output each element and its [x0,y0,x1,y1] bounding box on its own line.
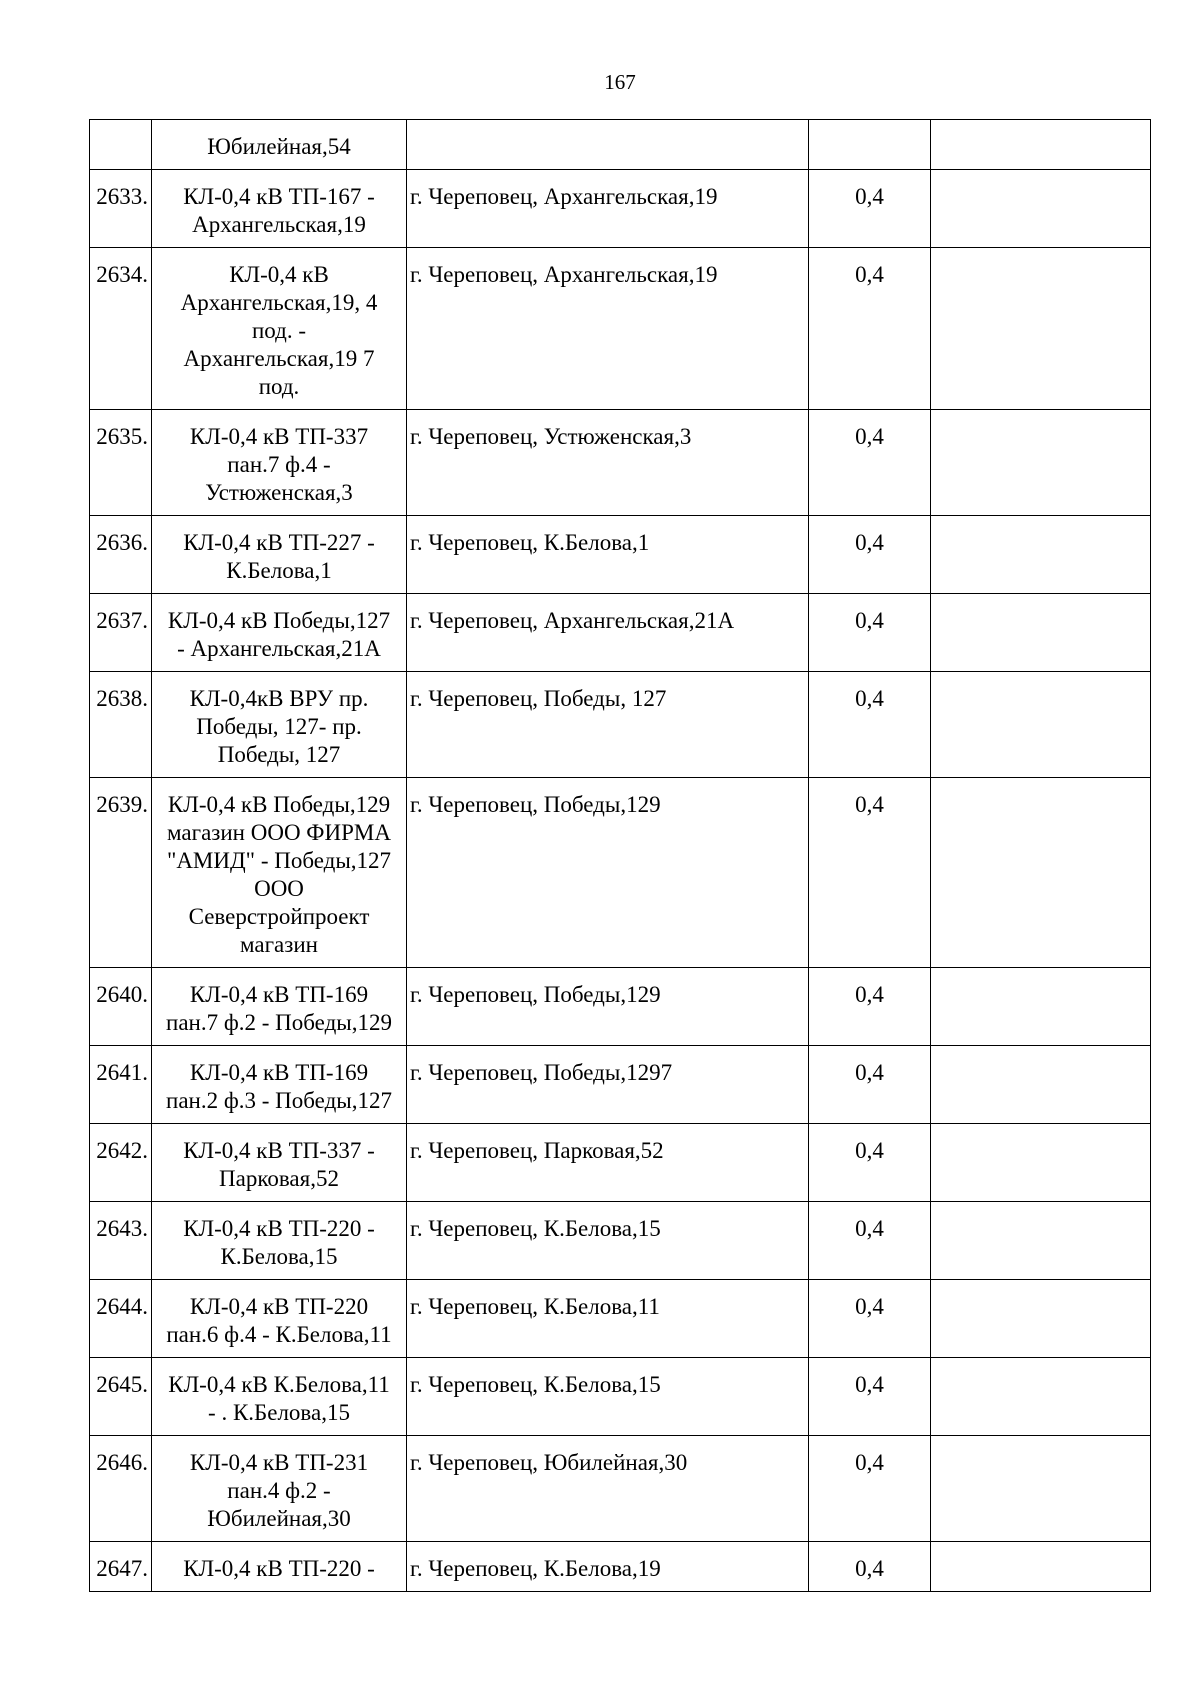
table-row [90,120,1151,170]
extra-cell [931,170,1151,248]
voltage-cell: 0,4 [809,594,931,672]
line-name-text: под. [258,374,300,399]
voltage-cell: 0,4 [809,516,931,594]
voltage-cell: 0,4 [809,410,931,516]
table-row [90,968,1151,1046]
line-name-text: - Архангельская,21А [177,636,381,661]
extra-cell [931,1046,1151,1124]
row-number-cell: 2636. [90,516,152,594]
address-cell: г. Череповец, Юбилейная,30 [407,1436,809,1542]
extra-cell [931,672,1151,778]
row-number-cell: 2639. [90,778,152,968]
extra-cell [931,1358,1151,1436]
line-name-cell [152,410,407,516]
line-name-text: - . К.Белова,15 [208,1400,350,1425]
row-number-cell: 2645. [90,1358,152,1436]
extra-cell [931,594,1151,672]
table-row [90,1542,1151,1592]
row-number-cell: 2633. [90,170,152,248]
line-name-text: КЛ-0,4 кВ ТП-337 - [183,1138,375,1163]
table-row [90,516,1151,594]
line-name-text: Победы, 127 [217,742,341,767]
line-name-cell [152,778,407,968]
address-cell: г. Череповец, Победы, 127 [407,672,809,778]
line-name-cell [152,1542,407,1592]
table-row [90,778,1151,968]
line-name-cell [152,1358,407,1436]
line-name-text: Победы, 127- пр. [196,714,362,739]
line-name-text: Архангельская,19 [192,212,366,237]
voltage-cell: 0,4 [809,1202,931,1280]
table-row [90,1358,1151,1436]
line-name-text: "АМИД" - Победы,127 [166,848,392,873]
row-number-cell [90,120,152,170]
line-name-cell [152,594,407,672]
extra-cell [931,1542,1151,1592]
extra-cell [931,968,1151,1046]
line-name-cell [152,120,407,170]
voltage-cell [809,120,931,170]
row-number-cell: 2646. [90,1436,152,1542]
row-number-cell: 2640. [90,968,152,1046]
row-number-cell: 2635. [90,410,152,516]
extra-cell [931,1280,1151,1358]
page-number: 167 [604,70,636,94]
line-name-cell [152,672,407,778]
voltage-cell: 0,4 [809,778,931,968]
line-name-text: К.Белова,15 [220,1244,338,1269]
line-name-cell [152,1124,407,1202]
line-name-text: КЛ-0,4 кВ Победы,127 [167,608,391,633]
table-row [90,410,1151,516]
address-cell: г. Череповец, К.Белова,15 [407,1202,809,1280]
voltage-cell: 0,4 [809,248,931,410]
line-name-text: пан.2 ф.3 - Победы,127 [166,1088,392,1113]
extra-cell [931,1202,1151,1280]
voltage-cell: 0,4 [809,672,931,778]
table-row [90,1202,1151,1280]
address-cell: г. Череповец, Архангельская,21А [407,594,809,672]
address-cell: г. Череповец, Победы,1297 [407,1046,809,1124]
row-number-cell: 2638. [90,672,152,778]
line-name-text: под. - [251,318,306,343]
line-name-cell [152,1046,407,1124]
line-name-cell [152,170,407,248]
row-number-cell: 2644. [90,1280,152,1358]
line-name-text: Юбилейная,30 [207,1506,351,1531]
line-name-text: Юбилейная,54 [207,134,351,159]
extra-cell [931,248,1151,410]
address-cell [407,120,809,170]
line-name-text: Архангельская,19 7 [183,346,375,371]
line-name-text: Северстройпроект [188,904,370,929]
line-name-text: Парковая,52 [219,1166,339,1191]
line-name-cell [152,968,407,1046]
line-name-cell [152,248,407,410]
line-name-text: КЛ-0,4 кВ ТП-220 - [183,1556,375,1581]
row-number-cell: 2643. [90,1202,152,1280]
extra-cell [931,1436,1151,1542]
extra-cell [931,410,1151,516]
line-name-text: КЛ-0,4 кВ ТП-220 - [183,1216,375,1241]
voltage-cell: 0,4 [809,1124,931,1202]
line-name-text: КЛ-0,4кВ ВРУ пр. [189,686,369,711]
table-row [90,672,1151,778]
row-number-cell: 2641. [90,1046,152,1124]
table-row [90,170,1151,248]
address-cell: г. Череповец, Победы,129 [407,968,809,1046]
line-name-cell [152,1436,407,1542]
line-name-text: пан.4 ф.2 - [227,1478,331,1503]
address-cell: г. Череповец, К.Белова,19 [407,1542,809,1592]
table-row [90,1124,1151,1202]
table-row [90,594,1151,672]
line-name-text: магазин ООО ФИРМА [167,820,391,845]
line-name-text: ООО [254,876,304,901]
line-name-text: Архангельская,19, 4 [180,290,378,315]
address-cell: г. Череповец, Архангельская,19 [407,170,809,248]
voltage-cell: 0,4 [809,1542,931,1592]
voltage-cell: 0,4 [809,1280,931,1358]
voltage-cell: 0,4 [809,1358,931,1436]
address-cell: г. Череповец, Победы,129 [407,778,809,968]
line-name-text: КЛ-0,4 кВ ТП-231 [189,1450,369,1475]
row-number-cell: 2634. [90,248,152,410]
extra-cell [931,516,1151,594]
table-row [90,1436,1151,1542]
line-name-text: КЛ-0,4 кВ ТП-227 - [183,530,375,555]
line-name-text: КЛ-0,4 кВ ТП-167 - [183,184,375,209]
line-name-text: КЛ-0,4 кВ ТП-220 [189,1294,369,1319]
line-name-text: пан.7 ф.4 - [227,452,331,477]
cable-lines-table [89,119,1151,1592]
line-name-text: КЛ-0,4 кВ ТП-169 [189,982,369,1007]
row-number-cell: 2642. [90,1124,152,1202]
table-body [90,120,1151,1592]
extra-cell [931,1124,1151,1202]
line-name-cell [152,1202,407,1280]
line-name-text: магазин [240,932,318,957]
voltage-cell: 0,4 [809,1046,931,1124]
row-number-cell: 2647. [90,1542,152,1592]
line-name-text: пан.7 ф.2 - Победы,129 [166,1010,392,1035]
table-row [90,1280,1151,1358]
row-number-cell: 2637. [90,594,152,672]
line-name-cell [152,1280,407,1358]
address-cell: г. Череповец, Архангельская,19 [407,248,809,410]
line-name-cell [152,516,407,594]
line-name-text: КЛ-0,4 кВ Победы,129 [167,792,391,817]
voltage-cell: 0,4 [809,170,931,248]
address-cell: г. Череповец, Парковая,52 [407,1124,809,1202]
line-name-text: пан.6 ф.4 - К.Белова,11 [166,1322,392,1347]
voltage-cell: 0,4 [809,968,931,1046]
line-name-text: КЛ-0,4 кВ ТП-337 [189,424,369,449]
voltage-cell: 0,4 [809,1436,931,1542]
extra-cell [931,120,1151,170]
address-cell: г. Череповец, К.Белова,1 [407,516,809,594]
address-cell: г. Череповец, К.Белова,15 [407,1358,809,1436]
table-row [90,1046,1151,1124]
extra-cell [931,778,1151,968]
address-cell: г. Череповец, Устюженская,3 [407,410,809,516]
line-name-text: КЛ-0,4 кВ К.Белова,11 [168,1372,390,1397]
line-name-text: КЛ-0,4 кВ [229,262,329,287]
line-name-text: КЛ-0,4 кВ ТП-169 [189,1060,369,1085]
line-name-text: Устюженская,3 [205,480,353,505]
address-cell: г. Череповец, К.Белова,11 [407,1280,809,1358]
table-row [90,248,1151,410]
line-name-text: К.Белова,1 [226,558,332,583]
